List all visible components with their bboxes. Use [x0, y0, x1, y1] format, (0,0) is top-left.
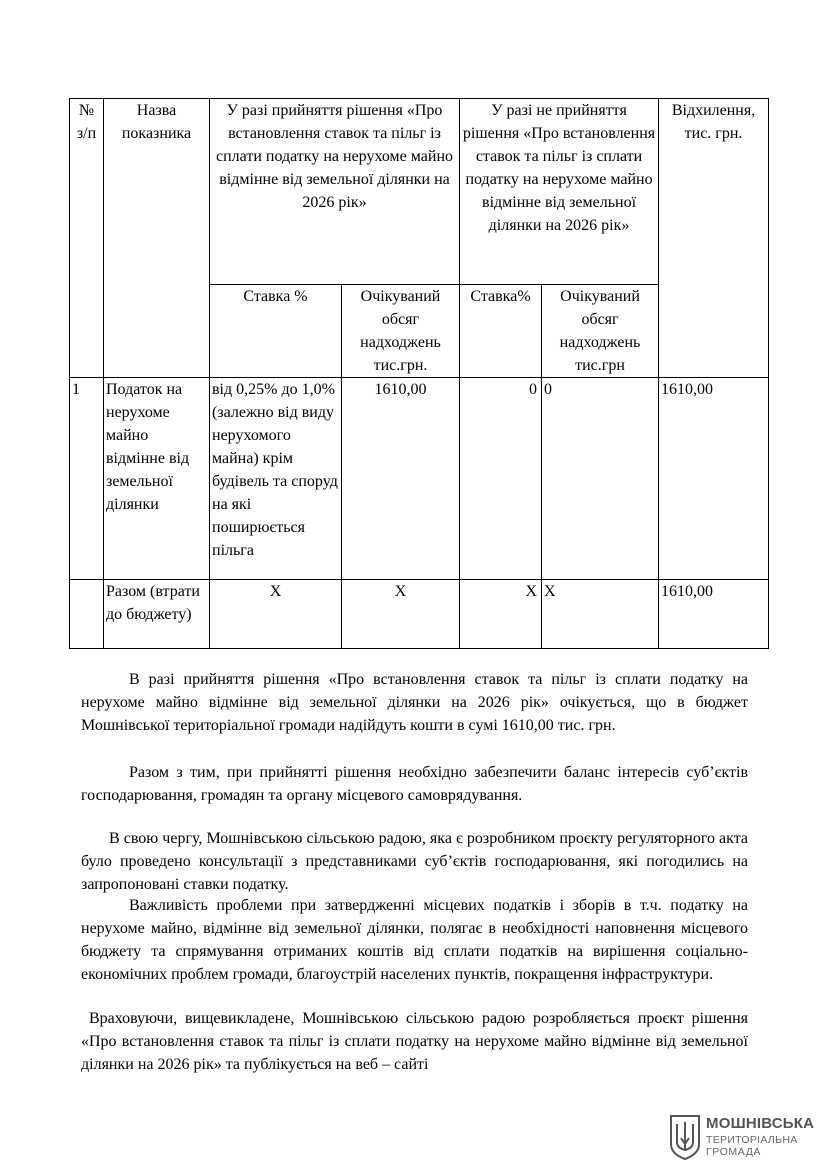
- total-rate-not-adopted: Х: [460, 580, 542, 649]
- table-row-total: [70, 580, 769, 649]
- total-number: [70, 580, 104, 649]
- row-deviation: 1610,00: [659, 378, 769, 580]
- row-number: 1: [70, 378, 104, 580]
- row-rate-not-adopted: 0: [460, 378, 542, 580]
- logo-name: МОШНІВСЬКА: [706, 1115, 815, 1132]
- header-deviation: Відхилення, тис. грн.: [659, 99, 769, 378]
- community-logo: [668, 1112, 815, 1162]
- header-rate-not-adopted: Ставка%: [460, 285, 542, 378]
- paragraph-problem-importance: Важливість проблеми при затвердженні місцевих податків і зборів в т.ч. податку на нерухоме майно, відмінне від земельної ділянки, полягає в необхідності наповнення місцевого бюджету та спрямування отриманих коштів від сплати податків на вирішення соціально-економічних проблем громади, благоустрій населених пунктів, покращення інфраструктури.: [81, 897, 748, 983]
- paragraph-balance-of-interests: Разом з тим, при прийнятті рішення необхідно забезпечити баланс інтересів суб’єктів господарювання, громадян та органу місцевого самоврядування.: [81, 764, 748, 804]
- total-expected-not-adopted: Х: [542, 580, 659, 649]
- header-rate-adopted: Ставка %: [210, 285, 342, 378]
- tax-comparison-table: [69, 98, 769, 649]
- row-rate-adopted: від 0,25% до 1,0% (залежно від виду нерухомого майна) крім будівель та споруд на які поширюється пільга: [210, 378, 342, 580]
- paragraph-draft-decision: Враховуючи, вищевикладене, Мошнівською сільською радою розробляється проєкт рішення «Про встановлення ставок та пільг із сплати податку на нерухоме майно відмінне від земельної ділянки на 2026 рік» та публікується на веб – сайті: [81, 1010, 748, 1073]
- table-header-row: [70, 99, 769, 285]
- total-expected-adopted: Х: [342, 580, 460, 649]
- header-number: № з/п: [70, 99, 104, 378]
- header-indicator-name: Назва показника: [104, 99, 210, 378]
- logo-subtitle-community: ГРОМАДА: [706, 1146, 762, 1158]
- header-if-adopted: У разі прийняття рішення «Про встановлення ставок та пільг із сплати податку на нерухоме майно відмінне від земельної ділянки на 2026 рік»: [210, 99, 460, 285]
- table-row: [70, 378, 769, 580]
- header-expected-not-adopted: Очікуваний обсяг надходжень тис.грн: [542, 285, 659, 378]
- total-rate-adopted: Х: [210, 580, 342, 649]
- total-deviation: 1610,00: [659, 580, 769, 649]
- logo-subtitle-territorial: ТЕРИТОРІАЛЬНА: [706, 1134, 798, 1146]
- paragraph-consultations: В свою чергу, Мошнівською сільською радою, яка є розробником проєкту регуляторного акта було проведено консультації з представниками суб’єктів господарювання, які погодились на запропоновані ставки податку.: [81, 830, 748, 893]
- header-expected-adopted: Очікуваний обсяг надходжень тис.грн.: [342, 285, 460, 378]
- trident-emblem-icon: [668, 1114, 702, 1160]
- header-if-not-adopted: У разі не прийняття рішення «Про встановлення ставок та пільг із сплати податку на нерухоме майно відмінне від земельної ділянки на 2026 рік»: [460, 99, 659, 285]
- row-expected-not-adopted: 0: [542, 378, 659, 580]
- row-indicator-name: Податок на нерухоме майно відмінне від земельної ділянки: [104, 378, 210, 580]
- total-indicator-name: Разом (втрати до бюджету): [104, 580, 210, 649]
- row-expected-adopted: 1610,00: [342, 378, 460, 580]
- paragraph-expected-revenue: В разі прийняття рішення «Про встановлення ставок та пільг із сплати податку на нерухоме майно відмінне від земельної ділянки на 2026 рік» очікується, що в бюджет Мошнівської територіальної громади надійдуть кошти в сумі 1610,00 тис. грн.: [81, 671, 748, 734]
